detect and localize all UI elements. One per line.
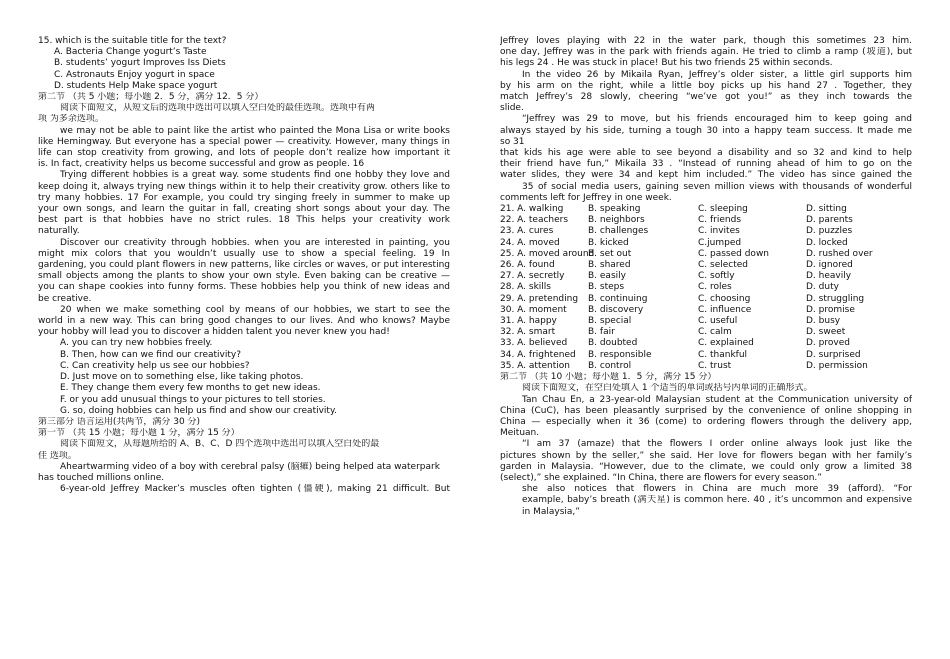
text-line: water slides, they were 34 and kept him included.” The video has since gained the bbox=[500, 170, 912, 181]
option-cell: B. neighbors bbox=[588, 215, 645, 226]
option-cell: B. steps bbox=[588, 282, 625, 293]
option-cell: B. challenges bbox=[588, 226, 649, 237]
text-line: is. In fact, creativity helps us become successful and grow as people. 16 bbox=[38, 159, 365, 170]
text-line: (select),” she explained. “In China, there are flowers for every season.” bbox=[500, 472, 822, 483]
option-cell: C. choosing bbox=[698, 293, 751, 304]
text-line: 第一节 （共 15 小题；每小题 1 分，满分 15 分） bbox=[38, 428, 240, 439]
text-line: always stayed by his side, turning a tough 30 into a happy team success. It made me bbox=[500, 125, 912, 136]
option-cell: B. control bbox=[588, 360, 632, 371]
text-line: she also notices that flowers in China are much more 39 (afford). “For bbox=[522, 484, 912, 495]
text-line: Jeffrey loves playing with 22 in the water park, though this sometimes 23 him. bbox=[500, 36, 912, 46]
option-row bbox=[500, 249, 912, 260]
text-line: like Hemingway. But everyone has a special power — creativity. However, many things in bbox=[38, 136, 450, 147]
option-cell: C. passed down bbox=[698, 248, 770, 259]
text-line: 6-year-old Jeffrey Macker’s muscles often tighten (僵硬), making 21 difficult. But bbox=[60, 484, 450, 495]
option-row bbox=[500, 338, 912, 349]
text-line: “I am 37 (amaze) that the flowers I order online always look just like the bbox=[522, 439, 912, 450]
text-line: we may not be able to paint like the artist who painted the Mona Lisa or write books bbox=[60, 125, 450, 136]
option-cell: 34. A. frightened bbox=[500, 349, 576, 360]
option-row bbox=[500, 305, 912, 316]
option-row bbox=[500, 282, 912, 293]
option-cell: 35. A. attention bbox=[500, 360, 570, 371]
text-line: you can shape cookies into funny forms. These hobbies help you think of new ideas and bbox=[38, 282, 450, 293]
text-line: slide. bbox=[500, 103, 524, 114]
text-line: B. students’ yogurt Improves Iss Diets bbox=[54, 58, 226, 69]
option-row bbox=[500, 316, 912, 327]
option-cell: B. set out bbox=[588, 248, 632, 259]
option-cell: B. kicked bbox=[588, 237, 629, 248]
text-line: B. Then, how can we find our creativity? bbox=[60, 349, 241, 360]
text-line: best part is that hobbies have no strict rules. 18 This helps your creativity work bbox=[38, 215, 450, 226]
text-line: Discover our creativity through hobbies. when you are interested in painting, you bbox=[60, 237, 450, 248]
option-cell: B. shared bbox=[588, 260, 631, 271]
option-cell: C. sleeping bbox=[698, 204, 748, 215]
text-line: 佳 选项。 bbox=[38, 450, 77, 461]
option-cell: C. friends bbox=[698, 215, 742, 226]
text-line: In the video 26 by Mikaila Ryan, Jeffrey’s older sister, a little girl supports him bbox=[522, 69, 912, 80]
option-cell: 30. A. moment bbox=[500, 304, 567, 315]
text-line: gardening, you could plant flowers in new patterns, like circles or waves, or put interesting bbox=[38, 260, 450, 271]
option-cell: D. struggling bbox=[806, 293, 865, 304]
option-cell: D. sweet bbox=[806, 327, 846, 338]
option-cell: C. explained bbox=[698, 338, 754, 349]
option-cell: 22. A. teachers bbox=[500, 215, 569, 226]
text-line: 第二节 （共 10 小题；每小题 1．5 分，满分 15 分） bbox=[500, 372, 717, 383]
option-cell: 31. A. happy bbox=[500, 316, 557, 327]
option-cell: C. softly bbox=[698, 271, 735, 282]
text-line: his legs 24 . He was stuck in place! But his two friends 25 within seconds. bbox=[500, 58, 833, 69]
option-cell: B. speaking bbox=[588, 204, 641, 215]
option-row bbox=[500, 294, 912, 305]
text-line: Tan Chau En, a 23-year-old Malaysian student at the Communication university of bbox=[522, 394, 912, 405]
text-line: keep doing it, always trying new things within it to help their creativity grow. others like to bbox=[38, 181, 450, 192]
text-line: China — especially when it 36 (come) to ordering flowers through the delivery app, bbox=[500, 416, 912, 427]
option-cell: D. busy bbox=[806, 316, 841, 327]
option-cell: 24. A. moved bbox=[500, 237, 560, 248]
option-row bbox=[500, 204, 912, 215]
text-line: example, baby’s breath (满天星) is common here. 40 , it’s uncommon and expensive bbox=[522, 495, 912, 506]
option-cell: C. selected bbox=[698, 260, 748, 271]
text-line: 项 为多余选项。 bbox=[38, 114, 104, 125]
text-line: A. you can try new hobbies freely. bbox=[60, 338, 213, 349]
option-cell: D. proved bbox=[806, 338, 850, 349]
option-cell: C. influence bbox=[698, 304, 752, 315]
text-line: your hobby will lead you to discover a hidden talent you never knew you had! bbox=[38, 327, 390, 338]
option-cell: D. promise bbox=[806, 304, 855, 315]
option-cell: D. sitting bbox=[806, 204, 847, 215]
text-line: Meituan. bbox=[500, 428, 540, 439]
option-cell: 21. A. walking bbox=[500, 204, 564, 215]
option-cell: 29. A. pretending bbox=[500, 293, 579, 304]
text-line: so 31 bbox=[500, 136, 525, 147]
option-cell: C.jumped bbox=[698, 237, 742, 248]
option-cell: 33. A. believed bbox=[500, 338, 568, 349]
option-cell: B. discovery bbox=[588, 304, 644, 315]
passage-continuation bbox=[500, 36, 912, 204]
option-cell: D. permission bbox=[806, 360, 868, 371]
option-cell: C. invites bbox=[698, 226, 740, 237]
text-line: A. Bacteria Change yogurt’s Taste bbox=[54, 47, 207, 58]
answer-options bbox=[500, 204, 912, 372]
option-row bbox=[500, 215, 912, 226]
option-row bbox=[500, 350, 912, 361]
option-cell: D. duty bbox=[806, 282, 839, 293]
option-cell: B. fair bbox=[588, 327, 615, 338]
option-cell: C. roles bbox=[698, 282, 732, 293]
text-line: 阅读下面短文，从每题所给的 A、B、C、D 四个选项中选出可以填入空白处的最 bbox=[60, 439, 380, 450]
text-line: 阅读下面短文，从短文后的选项中选出可以填入空白处的最佳选项。选项中有两 bbox=[60, 103, 376, 114]
text-line: that kids his age were able to see beyond a disability and so 32 and kind to help bbox=[500, 148, 912, 159]
option-cell: D. puzzles bbox=[806, 226, 853, 237]
option-cell: D. heavily bbox=[806, 271, 852, 282]
grammar-fill-section bbox=[500, 372, 912, 518]
option-row bbox=[500, 271, 912, 282]
option-cell: C. thankful bbox=[698, 349, 748, 360]
option-row bbox=[500, 238, 912, 249]
option-cell: D. locked bbox=[806, 237, 848, 248]
option-cell: 32. A. smart bbox=[500, 327, 556, 338]
text-line: garden in Malaysia. “However, due to the climate, we could only grow a limited 38 bbox=[500, 461, 912, 472]
option-cell: C. useful bbox=[698, 316, 738, 327]
right-column bbox=[500, 36, 912, 518]
option-cell: B. special bbox=[588, 316, 632, 327]
text-line: by his arm on the right, while a little boy picks up his hand 27 . Together, they bbox=[500, 80, 912, 91]
option-cell: B. easily bbox=[588, 271, 626, 282]
text-line: naturally. bbox=[38, 226, 80, 237]
option-row bbox=[500, 260, 912, 271]
text-line: G. so, doing hobbies can help us find and show our creativity. bbox=[60, 405, 337, 416]
option-row bbox=[500, 226, 912, 237]
text-line: their friend have fun,” Mikaila 33 . “Instead of running ahead of him to go on the bbox=[500, 159, 912, 170]
option-cell: 26. A. found bbox=[500, 260, 555, 271]
text-line: 第二节 （共 5 小题；每小题 2．5 分，满分 12．5 分） bbox=[38, 92, 264, 103]
text-line: Trying different hobbies is a great way. some students find one hobby they love and bbox=[60, 170, 450, 181]
text-line: your own songs, and learn the guitar in fall, creating short songs about your day. The bbox=[38, 204, 450, 215]
option-row bbox=[500, 327, 912, 338]
text-line: D. students Help Make space yogurt bbox=[54, 80, 218, 91]
text-line: China (CuC), has been pleasantly surprised by the convenience of online shopping in bbox=[500, 405, 912, 416]
option-cell: B. continuing bbox=[588, 293, 648, 304]
option-cell: D. rushed over bbox=[806, 248, 873, 259]
option-cell: 28. A. skills bbox=[500, 282, 551, 293]
option-cell: 23. A. cures bbox=[500, 226, 554, 237]
option-cell: B. doubted bbox=[588, 338, 638, 349]
text-line: 35 of social media users, gaining seven million views with thousands of wonderful bbox=[522, 181, 912, 192]
text-line: might mix colors that you wouldn’t usually use to show a special feeling. 19 In bbox=[38, 248, 450, 259]
text-line: pictures shown by the seller,” she said. Her love for flowers began with her family’s bbox=[500, 450, 912, 461]
text-line: has touched millions online. bbox=[38, 472, 165, 483]
text-line: F. or you add unusual things to your pictures to tell stories. bbox=[60, 394, 326, 405]
option-cell: C. trust bbox=[698, 360, 732, 371]
text-line: 阅读下面短文，在空白处填入 1 个适当的单词或括号内单词的正确形式。 bbox=[522, 383, 813, 394]
text-line: in Malaysia,” bbox=[522, 506, 580, 517]
text-line: E. They change them every few months to get new ideas. bbox=[60, 383, 321, 394]
option-cell: D. surprised bbox=[806, 349, 861, 360]
text-line: C. Astronauts Enjoy yogurt in space bbox=[54, 69, 215, 80]
text-line: comments left for Jeffrey in one week. bbox=[500, 192, 672, 203]
left-column bbox=[38, 36, 450, 495]
text-line: Aheartwarming video of a boy with cerebral palsy (脑瘫) being helped ata waterpark bbox=[60, 461, 440, 472]
text-line: 20 when we make something cool by means of our hobbies, we start to see the bbox=[60, 304, 450, 315]
text-line: “Jeffrey was 29 to move, but his friends encouraged him to keep going and bbox=[522, 114, 912, 125]
text-line: 第三部分 语言运用(共两节，满分 30 分) bbox=[38, 416, 201, 427]
text-line: small objects among the plants to show your own style. Even baking can be creative — bbox=[38, 271, 450, 282]
text-line: C. Can creativity help us see our hobbies? bbox=[60, 360, 250, 371]
text-line: match Jeffrey’s 28 slowly, cheering “we’ve got you!” as they inch towards the bbox=[500, 92, 912, 103]
option-cell: D. parents bbox=[806, 215, 853, 226]
text-line: one day, Jeffrey was in the park with friends again. He tried to climb a ramp (坡道), but bbox=[500, 47, 912, 58]
text-line: be creative. bbox=[38, 293, 92, 304]
text-line: life can stop creativity from growing, and lots of people don’t realize how important it bbox=[38, 148, 450, 159]
text-line: 15. which is the suitable title for the text? bbox=[38, 36, 227, 46]
text-line: D. Just move on to something else, like taking photos. bbox=[60, 372, 304, 383]
text-line: try many hobbies. 17 For example, you could try singing freely in summer to make up bbox=[38, 192, 450, 203]
option-cell: 27. A. secretly bbox=[500, 271, 565, 282]
option-cell: C. calm bbox=[698, 327, 732, 338]
option-cell: D. ignored bbox=[806, 260, 853, 271]
option-cell: 25. A. moved around bbox=[500, 248, 595, 259]
option-row bbox=[500, 361, 912, 372]
option-cell: B. responsible bbox=[588, 349, 652, 360]
text-line: world in a new way. This can bring good changes to our lives. And who knows? Maybe bbox=[38, 316, 450, 327]
